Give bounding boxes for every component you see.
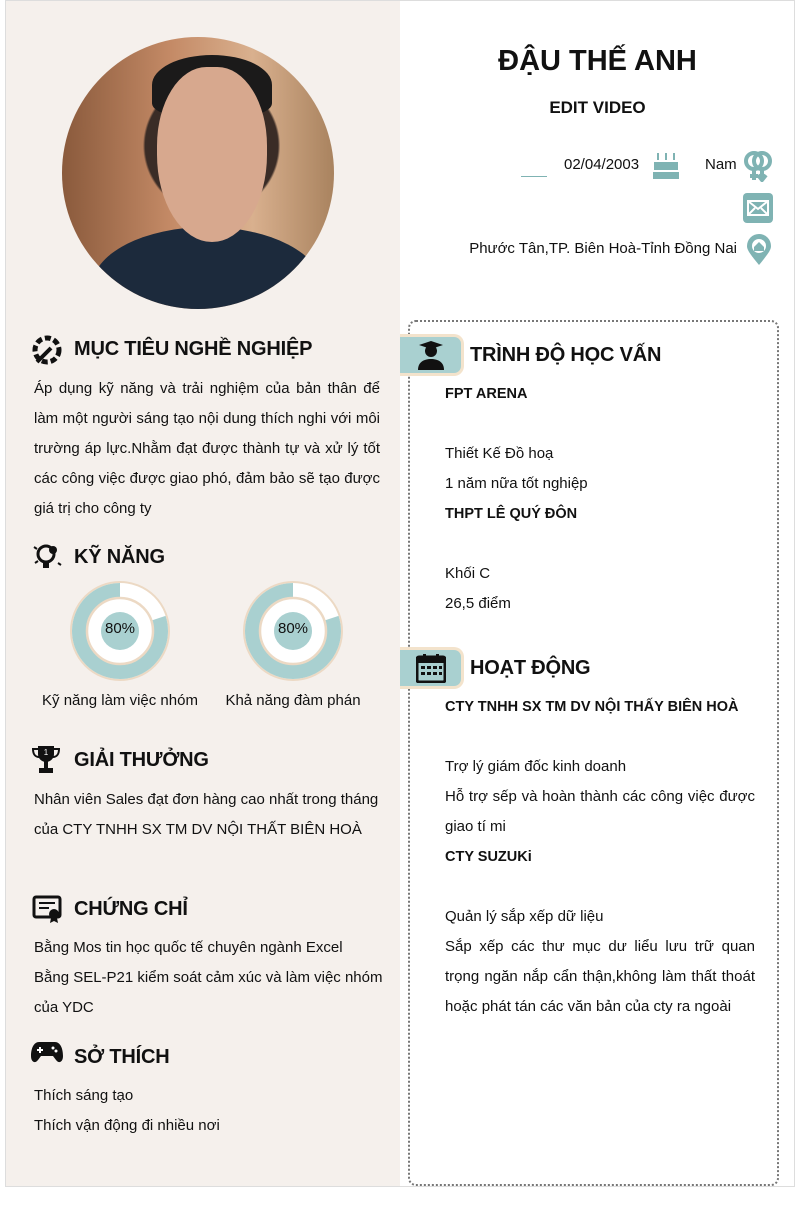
address: Phước Tân,TP. Biên Hoà-Tỉnh Đồng Nai xyxy=(469,240,737,257)
calendar-icon xyxy=(416,653,446,683)
activities-tab xyxy=(400,647,464,689)
activity-line: hoặc phát tán các văn bản của cty ra ngoài xyxy=(445,998,732,1015)
graduate-icon xyxy=(417,340,445,370)
email-icon xyxy=(743,193,773,223)
objective-line: trường áp lực.Nhằm đạt được thành tự và xử lý tốt xyxy=(34,440,380,457)
skill-label: Khả năng đàm phán xyxy=(225,692,361,709)
divider xyxy=(521,176,547,177)
job-position: EDIT VIDEO xyxy=(549,98,646,117)
birthday-cake-icon xyxy=(651,150,681,182)
education-tab xyxy=(400,334,464,376)
education-line: 26,5 điểm xyxy=(445,595,511,612)
activity-line: giao tí mi xyxy=(445,818,506,835)
activity-line: Trợ lý giám đốc kinh doanh xyxy=(445,758,627,775)
organization-name: CTY SUZUKi xyxy=(445,849,532,865)
education-line: Khối C xyxy=(445,565,491,582)
education-line: 1 năm nữa tốt nghiệp xyxy=(445,475,588,492)
awards-title: GIẢI THƯỞNG xyxy=(74,749,209,771)
certificate-line: của YDC xyxy=(34,999,94,1016)
activities-title: HOẠT ĐỘNG xyxy=(470,657,591,679)
objective-line: Áp dụng kỹ năng và trải nghiệm của bản thân để xyxy=(34,380,380,397)
certificate-line: Bằng Mos tin học quốc tế chuyên ngành Excel xyxy=(34,939,343,956)
school-name: FPT ARENA xyxy=(445,386,528,402)
objective-title: MỤC TIÊU NGHỀ NGHIỆP xyxy=(74,338,313,360)
full-name: ĐẬU THẾ ANH xyxy=(498,45,697,77)
skill-label: Kỹ năng làm việc nhóm xyxy=(42,692,198,709)
gender-icon xyxy=(742,150,774,182)
trophy-icon xyxy=(32,744,60,776)
activity-line: Hỗ trợ sếp và hoàn thành các công việc được xyxy=(445,788,755,805)
avatar xyxy=(62,37,334,309)
objective-line: giá trị cho công ty xyxy=(34,500,152,517)
activity-line: trọng ngăn nắp cẩn thận,không làm thất thoát xyxy=(445,968,755,985)
hobby-line: Thích sáng tạo xyxy=(34,1087,134,1104)
skills-title: KỸ NĂNG xyxy=(74,546,165,568)
svg-text:1: 1 xyxy=(43,748,49,757)
gamepad-icon xyxy=(31,1040,63,1064)
objective-line: làm một người sáng tạo nội dung thích nghi với môi xyxy=(34,410,380,427)
organization-name: CTY TNHH SX TM DV NỘI THẤY BIÊN HOÀ xyxy=(445,699,739,715)
education-title: TRÌNH ĐỘ HỌC VẤN xyxy=(470,344,662,366)
certificate-line: Bằng SEL-P21 kiểm soát cảm xúc và làm việc nhóm xyxy=(34,969,383,986)
skills-lightbulb-icon xyxy=(32,541,62,571)
school-name: THPT LÊ QUÝ ĐÔN xyxy=(445,506,578,522)
certificates-title: CHỨNG CHỈ xyxy=(74,898,188,920)
skill-percent: 80% xyxy=(104,620,136,637)
career-tools-icon xyxy=(31,334,63,366)
activity-line: Quản lý sắp xếp dữ liệu xyxy=(445,908,604,925)
skill-percent: 80% xyxy=(277,620,309,637)
certificate-icon xyxy=(32,894,62,924)
activities-list xyxy=(445,692,755,1022)
objective-text xyxy=(34,374,380,524)
hobby-line: Thích vận động đi nhiều nơi xyxy=(34,1117,220,1134)
home-location-icon xyxy=(746,234,772,266)
hobbies-title: SỞ THÍCH xyxy=(74,1046,170,1068)
birthday: 02/04/2003 xyxy=(564,156,640,173)
education-line: Thiết Kế Đồ hoạ xyxy=(445,445,554,462)
education-list xyxy=(445,379,755,619)
gender: Nam xyxy=(705,156,737,173)
objective-line: các công việc được giao phó, đảm bảo sẽ tạo được xyxy=(34,470,380,487)
award-line: Nhân viên Sales đạt đơn hàng cao nhất trong tháng xyxy=(34,791,379,808)
award-line: của CTY TNHH SX TM DV NỘI THẤT BIÊN HOÀ xyxy=(34,821,362,838)
activity-line: Sắp xếp các thư mục dư liểu lưu trữ quan xyxy=(445,938,755,955)
